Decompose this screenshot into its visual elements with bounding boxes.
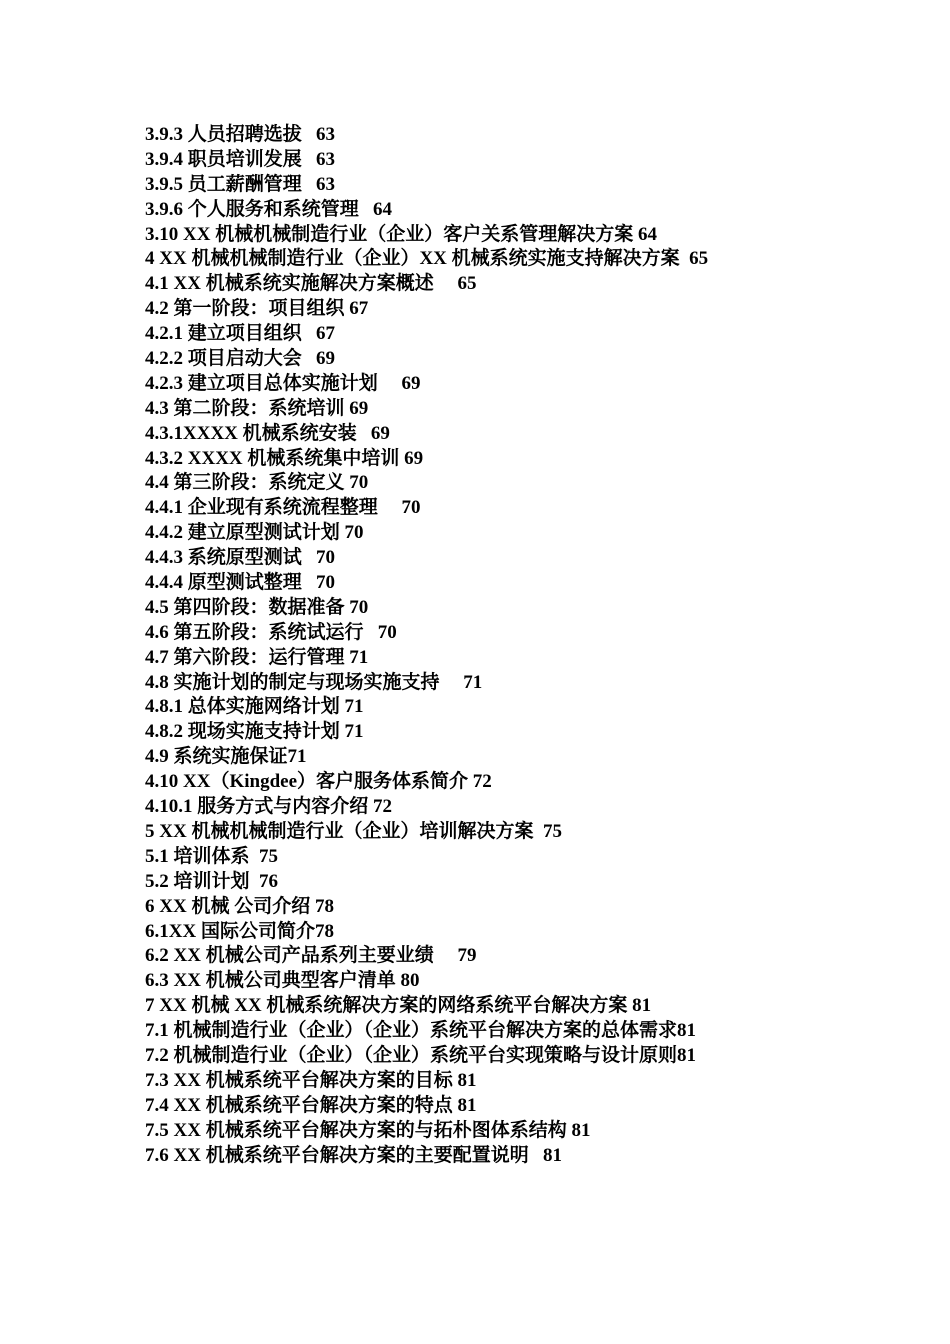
toc-entry: 4.8.1 总体实施网络计划 71 [145,696,364,718]
toc-entry: 6.1XX 国际公司简介78 [145,920,334,942]
toc-entry: 7 XX 机械 XX 机械系统解决方案的网络系统平台解决方案 81 [145,995,652,1017]
toc-entry: 4.9 系统实施保证71 [145,746,307,768]
toc-entry: 4.8.2 现场实施支持计划 71 [145,721,364,743]
toc-entry: 4 XX 机械机械制造行业（企业）XX 机械系统实施支持解决方案 65 [145,248,709,270]
toc-entry: 4.4.1 企业现有系统流程整理 70 [145,497,421,519]
toc-entry: 5 XX 机械机械制造行业（企业）培训解决方案 75 [145,820,562,842]
toc-entry: 6 XX 机械 公司介绍 78 [145,895,334,917]
toc-entry: 5.2 培训计划 76 [145,870,279,892]
toc-entry: 6.2 XX 机械公司产品系列主要业绩 79 [145,945,477,967]
toc-entry: 4.2.3 建立项目总体实施计划 69 [145,372,421,394]
toc-entry: 5.1 培训体系 75 [145,845,279,867]
toc-entry: 4.2.1 建立项目组织 67 [145,323,336,345]
toc-entry: 7.3 XX 机械系统平台解决方案的目标 81 [145,1069,477,1091]
toc-entry: 4.4.3 系统原型测试 70 [145,547,336,569]
toc-entry: 3.9.5 员工薪酬管理 63 [145,173,336,195]
toc-entry: 4.3 第二阶段：系统培训 69 [145,397,369,419]
toc-entry: 4.6 第五阶段：系统试运行 70 [145,621,397,643]
toc-entry: 4.8 实施计划的制定与现场实施支持 71 [145,671,483,693]
toc-entry: 4.2 第一阶段：项目组织 67 [145,298,369,320]
toc-entry: 4.10.1 服务方式与内容介绍 72 [145,796,393,818]
table-of-contents [145,123,925,1168]
toc-entry: 3.9.3 人员招聘选拔 63 [145,124,336,145]
toc-entry: 7.5 XX 机械系统平台解决方案的与拓朴图体系结构 81 [145,1119,591,1141]
toc-entry: 7.4 XX 机械系统平台解决方案的特点 81 [145,1094,477,1116]
toc-entry: 4.1 XX 机械系统实施解决方案概述 65 [145,273,477,295]
toc-entry: 4.7 第六阶段：运行管理 71 [145,646,369,668]
toc-entry: 4.3.1XXXX 机械系统安装 69 [145,422,390,444]
toc-entry: 4.5 第四阶段：数据准备 70 [145,596,369,618]
toc-entry: 3.9.6 个人服务和系统管理 64 [145,198,393,220]
toc-entry: 4.4.2 建立原型测试计划 70 [145,522,364,544]
toc-entry: 4.2.2 项目启动大会 69 [145,348,336,370]
toc-entry: 7.2 机械制造行业（企业）（企业）系统平台实现策略与设计原则81 [145,1044,697,1066]
toc-entry: 7.1 机械制造行业（企业）（企业）系统平台解决方案的总体需求81 [145,1020,697,1042]
toc-entry: 4.3.2 XXXX 机械系统集中培训 69 [145,447,424,469]
toc-entry: 7.6 XX 机械系统平台解决方案的主要配置说明 81 [145,1144,562,1166]
toc-entry: 4.10 XX（Kingdee）客户服务体系简介 72 [145,771,492,793]
toc-entry: 3.10 XX 机械机械制造行业（企业）客户关系管理解决方案 64 [145,223,657,245]
toc-entry: 6.3 XX 机械公司典型客户清单 80 [145,970,420,992]
toc-entry: 4.4.4 原型测试整理 70 [145,572,336,594]
toc-entry: 4.4 第三阶段：系统定义 70 [145,472,369,494]
toc-entry: 3.9.4 职员培训发展 63 [145,148,336,170]
